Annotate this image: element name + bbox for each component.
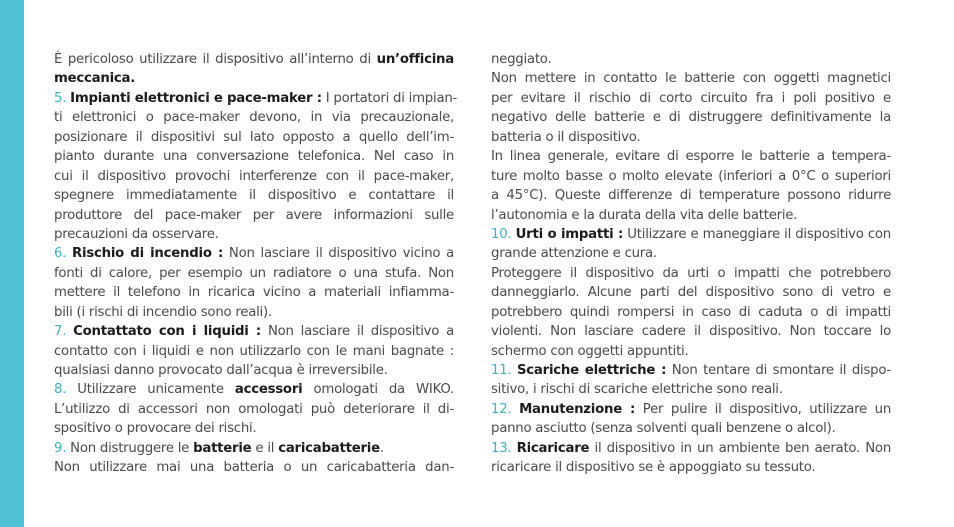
item-number: 8.: [54, 382, 78, 398]
body-text: In linea generale, evitare di esporre le batterie a tempera-: [491, 149, 891, 165]
body-text: ti elettronici o pace-maker devono, in via precauzionale,: [54, 110, 454, 126]
body-text: schermo con oggetti appuntiti.: [491, 343, 689, 359]
text-line: [491, 225, 891, 244]
text-line: [54, 128, 454, 147]
text-line: [54, 400, 454, 419]
body-text: ricaricare il dispositivo se è appoggiato su tessuto.: [491, 460, 816, 476]
keyword-text: Ricaricare: [516, 440, 590, 456]
body-text: Utilizzare e maneggiare il dispositivo con: [623, 226, 891, 242]
text-line: [54, 283, 454, 302]
body-text: spositivo o provocare dei rischi.: [54, 421, 257, 437]
keyword-text: Rischio di incendio :: [72, 246, 224, 262]
body-text: il dispositivo in un ambiente ben aerato. Non: [589, 440, 891, 456]
text-line: [54, 322, 454, 341]
text-line: [491, 167, 891, 186]
accent-side-bar: [0, 0, 24, 527]
body-text: omologati da WIKO.: [302, 382, 454, 398]
text-line: [491, 244, 891, 263]
body-text: Non tentare di smontare il dispo-: [666, 363, 892, 378]
body-text: È pericoloso utilizzare il dispositivo all’interno di: [54, 52, 377, 67]
body-text: qualsiasi danno provocato dall’acqua è irreversibile.: [54, 363, 388, 378]
text-line: [491, 439, 891, 458]
body-text: Utilizzare unicamente: [77, 382, 235, 398]
text-line: [54, 419, 454, 438]
keyword-text: batterie: [193, 440, 252, 456]
item-number: 9.: [54, 440, 71, 456]
text-line: [54, 206, 454, 225]
body-text: ture molto basse o molto elevate (inferiori a 0°C o superiori: [491, 168, 891, 184]
keyword-text: un’officina: [376, 52, 454, 67]
body-text: posizionare il dispositivi sul lato opposto a quello dell’im-: [54, 129, 454, 145]
body-text: neggiato.: [491, 52, 552, 67]
text-line: [491, 361, 891, 380]
text-line: [54, 50, 454, 69]
body-text: pianto durante una conversazione telefonica. Nel caso in: [54, 149, 454, 165]
keyword-text: Scariche elettriche :: [516, 363, 667, 378]
keyword-text: accessori: [234, 382, 303, 398]
body-text: Non utilizzare mai una batteria o un caricabatteria dan-: [54, 460, 454, 476]
body-text: Proteggere il dispositivo da urti o impatti che potrebbero: [491, 265, 891, 281]
text-line: [54, 108, 454, 127]
text-line: [54, 186, 454, 205]
keyword-text: Contattato con i liquidi :: [73, 324, 261, 340]
body-text: Non distruggere le: [70, 440, 194, 456]
text-line: [54, 439, 454, 458]
text-line: [491, 128, 891, 147]
text-line: [54, 225, 454, 244]
body-text: fonti di calore, per esempio un radiatore o una stufa. Non: [54, 265, 454, 281]
text-line: [491, 108, 891, 127]
text-line: [54, 167, 454, 186]
text-line: [54, 380, 454, 399]
text-line: [491, 458, 891, 477]
text-line: [491, 303, 891, 322]
text-line: [491, 89, 891, 108]
text-line: [491, 342, 891, 361]
text-line: [491, 186, 891, 205]
body-text: sitivo, i rischi di scariche elettriche sono reali.: [491, 382, 783, 398]
keyword-text: caricabatterie: [278, 440, 380, 456]
text-line: [54, 244, 454, 263]
item-number: 6.: [54, 246, 73, 262]
text-line: [491, 147, 891, 166]
keyword-text: meccanica.: [54, 71, 136, 87]
body-text: cui il dispositivo provochi interferenze con il pace-maker,: [54, 168, 454, 184]
item-number: 11.: [491, 363, 517, 378]
body-text: I portatori di impian-: [321, 90, 458, 106]
text-line: [54, 69, 454, 88]
text-line: [491, 380, 891, 399]
text-line: [54, 342, 454, 361]
body-text: l’autonomia e la durata della vita delle batterie.: [491, 207, 798, 223]
keyword-text: Impianti elettronici e pace-maker :: [70, 90, 322, 106]
body-text: per evitare il rischio di corto circuito fra i poli positivo e: [491, 90, 891, 106]
left-text-column: [54, 50, 458, 478]
item-number: 10.: [491, 226, 516, 242]
keyword-text: Manutenzione :: [519, 401, 636, 417]
text-line: [54, 264, 454, 283]
text-line: [54, 303, 454, 322]
body-text: .: [379, 440, 384, 456]
text-line: [54, 147, 454, 166]
body-text: precauzioni da osservare.: [54, 226, 219, 242]
text-line: [491, 400, 891, 419]
keyword-text: Urti o impatti :: [515, 226, 624, 242]
body-text: Non lasciare il dispositivo a: [261, 324, 454, 340]
text-line: [491, 283, 891, 302]
body-text: L’utilizzo di accessori non omologati può deteriorare il di-: [54, 401, 454, 417]
body-text: potrebbero quindi rompersi in caso di caduta o di impatti: [491, 304, 891, 320]
item-number: 12.: [491, 401, 520, 417]
item-number: 5.: [54, 90, 71, 106]
body-text: danneggiarlo. Alcune parti del dispositivo sono di vetro e: [491, 285, 891, 301]
body-text: a 45°C). Queste differenze di temperature possono ridurre: [491, 188, 891, 204]
body-text: e il: [251, 440, 279, 456]
text-line: [491, 206, 891, 225]
body-text: batteria o il dispositivo.: [491, 129, 641, 145]
body-text: Non mettere in contatto le batterie con oggetti magnetici: [491, 71, 891, 87]
text-line: [491, 322, 891, 341]
body-text: produttore del pace-maker per avere informazioni sulle: [54, 207, 454, 223]
item-number: 13.: [491, 440, 517, 456]
text-line: [491, 264, 891, 283]
text-line: [54, 458, 454, 477]
item-number: 7.: [54, 324, 74, 340]
body-text: negativo delle batterie e di distruggere definitivamente la: [491, 110, 891, 126]
text-line: [491, 419, 891, 438]
right-text-column: [491, 50, 891, 478]
body-text: mettere il telefono in ricarica vicino a materiali infiamma-: [54, 285, 454, 301]
body-text: contatto con i liquidi e non utilizzarlo con le mani bagnate :: [54, 343, 454, 359]
body-text: panno asciutto (senza solventi quali benzene o alcol).: [491, 421, 836, 437]
body-text: grande attenzione e cura.: [491, 246, 657, 262]
body-text: spegnere immediatamente il dispositivo e contattare il: [54, 188, 454, 204]
text-line: [54, 89, 458, 108]
text-line: [491, 69, 891, 88]
body-text: Non lasciare il dispositivo vicino a: [223, 246, 454, 262]
body-text: bili (i rischi di incendio sono reali).: [54, 304, 272, 320]
text-line: [54, 361, 454, 380]
body-text: Per pulire il dispositivo, utilizzare un: [635, 401, 892, 417]
text-line: [491, 50, 891, 69]
body-text: violenti. Non lasciare cadere il dispositivo. Non toccare lo: [491, 324, 891, 340]
